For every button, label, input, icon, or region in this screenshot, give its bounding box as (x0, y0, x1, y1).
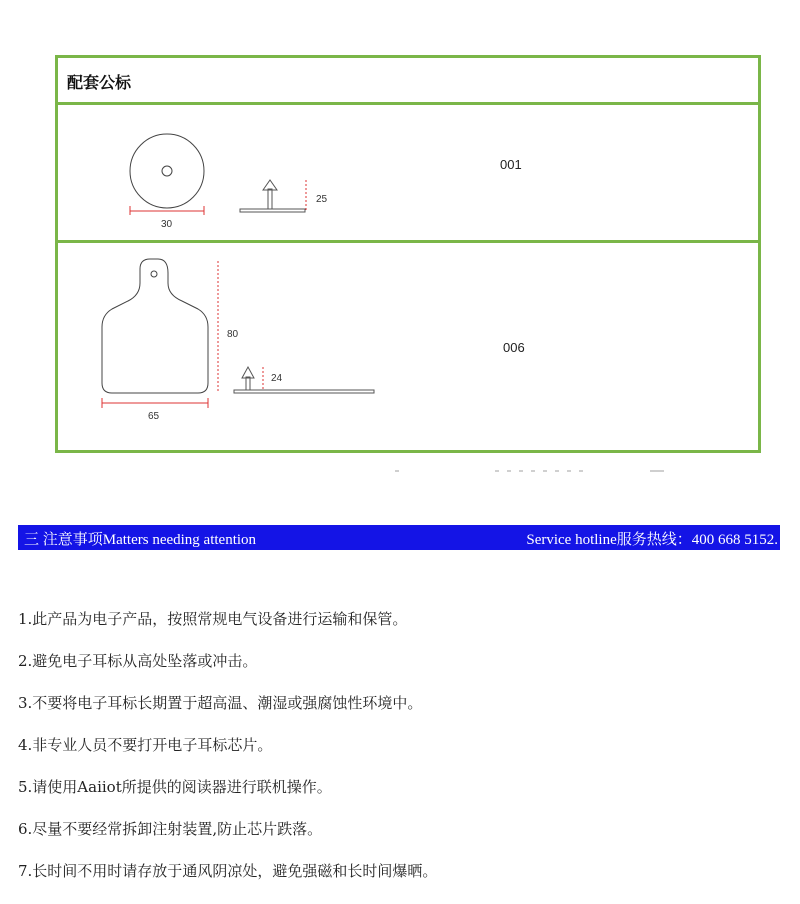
large-tag-side-base (234, 390, 374, 393)
large-tag-pin-stem (246, 377, 250, 390)
height-label: 25 (316, 194, 328, 205)
note-item: 2.避免电子耳标从高处坠落或冲击。 (18, 652, 258, 670)
note-item: 5.请使用Aaiiot所提供的阅读器进行联机操作。 (18, 778, 332, 796)
ear-tag-006-drawing (58, 243, 758, 448)
large-tag-hole (151, 271, 157, 277)
width-65-label: 65 (148, 411, 160, 422)
spec-row-001 (58, 105, 758, 243)
note-item: 6.尽量不要经常拆卸注射装置,防止芯片跌落。 (18, 820, 323, 838)
note-item: 1.此产品为电子产品，按照常规电气设备进行运输和保管。 (18, 610, 408, 628)
large-tag-pin-head (242, 367, 254, 378)
large-tag-outline (102, 259, 208, 393)
note-item: 7.长时间不用时请存放于通风阴凉处，避免强磁和长时间爆晒。 (18, 862, 438, 880)
scan-artifact (650, 470, 664, 472)
model-code-006: 006 (503, 340, 525, 355)
spec-row-006 (58, 243, 758, 450)
note-item: 3.不要将电子耳标长期置于超高温、潮湿或强腐蚀性环境中。 (18, 694, 423, 712)
notice-title: 三 注意事项Matters needing attention (24, 532, 257, 548)
round-tag-outline (130, 134, 204, 208)
note-item: 4.非专业人员不要打开电子耳标芯片。 (18, 736, 273, 754)
spec-table (55, 55, 761, 453)
notice-bar (18, 525, 780, 550)
spec-table-title: 配套公标 (67, 73, 132, 92)
spec-table-header (58, 58, 758, 105)
model-code-001: 001 (500, 157, 522, 172)
diameter-label: 30 (161, 219, 173, 230)
service-hotline: Service hotline服务热线：400 668 5152. (526, 532, 778, 548)
pin-height-label: 24 (271, 373, 283, 384)
scan-artifact (395, 470, 399, 472)
height-80-label: 80 (227, 329, 239, 340)
ear-tag-001-drawing (58, 105, 758, 240)
scan-artifact (495, 470, 585, 472)
round-tag-hole (162, 166, 172, 176)
tag-pin-stem (268, 189, 272, 209)
